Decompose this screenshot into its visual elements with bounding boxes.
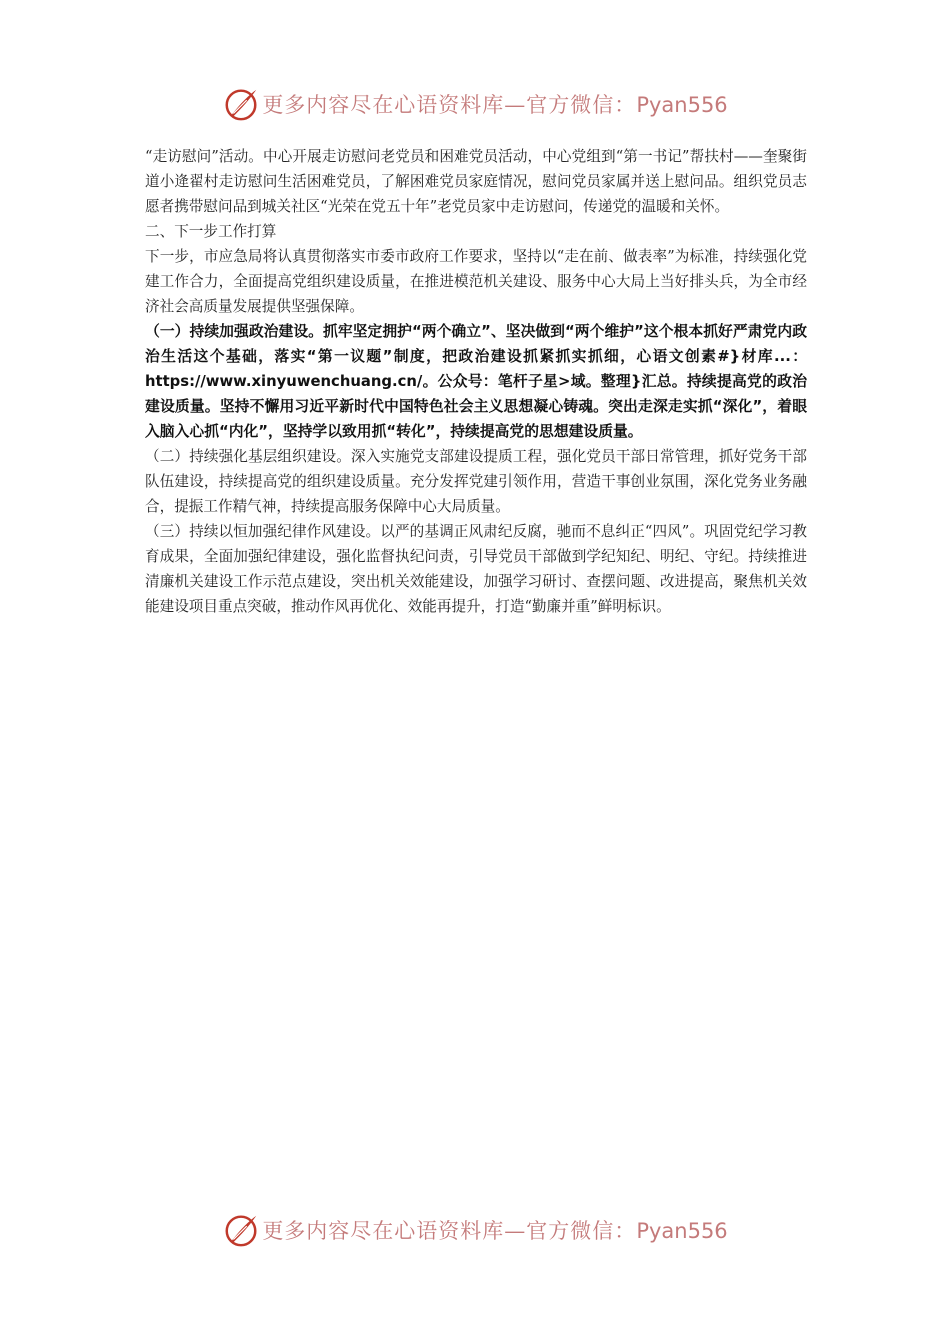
footer-watermark [0, 1208, 950, 1252]
watermark-text [262, 1215, 727, 1245]
watermark-text-cn: 更多内容尽在心语资料库—官方微信： [262, 1219, 637, 1243]
quill-logo-icon [222, 85, 260, 123]
watermark-wechat-id: Pyan556 [636, 1219, 728, 1243]
watermark-text [262, 89, 727, 119]
quill-logo-icon [222, 1211, 260, 1249]
section-heading: 二、下一步工作打算 [145, 223, 277, 240]
paragraph-political-building: （一）持续加强政治建设。抓牢坚定拥护“两个确立”、坚决做到“两个维护”这个根本抓好严肃党内政治生活这个基础，落实“第一议题”制度，把政治建设抓紧抓实抓细，心语文创素#}材库...：https://www.xinyuwenchuang.cn/。公众号：笔杆子星>域。整理}汇总。持续提高党的政治建设质量。坚持不懈用习近平新时代中国特色社会主义思想凝心铸魂。突出走深走实抓“深化”，着眼入脑入心抓“内化”，坚持学以致用抓“转化”，持续提高党的思想建设质量。 [145, 323, 807, 440]
paragraph-visit: “走访慰问”活动。中心开展走访慰问老党员和困难党员活动，中心党组到“第一书记”帮扶村——奎聚街道小逄翟村走访慰问生活困难党员，了解困难党员家庭情况，慰问党员家属并送上慰问品。组织党员志愿者携带慰问品到城关社区“光荣在党五十年”老党员家中走访慰问，传递党的温暖和关怀。 [145, 148, 807, 215]
watermark-wechat-id: Pyan556 [636, 93, 728, 117]
document-body [145, 144, 807, 619]
paragraph-next-step: 下一步，市应急局将认真贯彻落实市委市政府工作要求，坚持以“走在前、做表率”为标准，持续强化党建工作合力，全面提高党组织建设质量，在推进模范机关建设、服务中心大局上当好排头兵，为全市经济社会高质量发展提供坚强保障。 [145, 248, 807, 315]
watermark-text-cn: 更多内容尽在心语资料库—官方微信： [262, 93, 637, 117]
header-watermark [0, 82, 950, 126]
paragraph-organization-building: （二）持续强化基层组织建设。深入实施党支部建设提质工程，强化党员干部日常管理，抓好党务干部队伍建设，持续提高党的组织建设质量。充分发挥党建引领作用，营造干事创业氛围，深化党务业务融合，提振工作精气神，持续提高服务保障中心大局质量。 [145, 448, 807, 515]
paragraph-discipline-building: （三）持续以恒加强纪律作风建设。以严的基调正风肃纪反腐，驰而不息纠正“四风”。巩固党纪学习教育成果，全面加强纪律建设，强化监督执纪问责，引导党员干部做到学纪知纪、明纪、守纪。持续推进清廉机关建设工作示范点建设，突出机关效能建设，加强学习研讨、查摆问题、改进提高，聚焦机关效能建设项目重点突破，推动作风再优化、效能再提升，打造“勤廉并重”鲜明标识。 [145, 523, 807, 615]
